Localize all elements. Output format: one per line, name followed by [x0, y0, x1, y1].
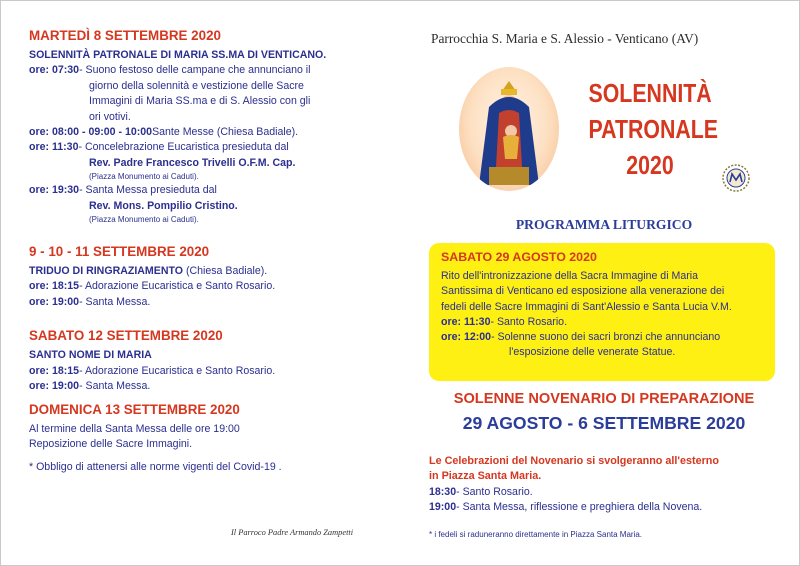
highlight-box [429, 243, 775, 381]
schedule-row [441, 330, 766, 345]
location-note: (Piazza Monumento ai Caduti). [89, 172, 199, 182]
section-title-8-settembre: MARTEDÌ 8 SETTEMBRE 2020 [29, 28, 221, 43]
schedule-row [29, 279, 374, 294]
schedule-text: - Santa Messa. [79, 295, 151, 308]
section-title-triduo: 9 - 10 - 11 SETTEMBRE 2020 [29, 244, 210, 260]
novenario-celebrations [429, 454, 784, 516]
marian-emblem-icon [721, 163, 751, 193]
schedule-text: l'esposizione delle venerate Statue. [509, 346, 676, 359]
box-text: fedeli delle Sacre Immagini di Sant'Alessio e Santa Lucia V.M. [441, 300, 732, 313]
time-label: ore: 08:00 - 09:00 - 10:00 [29, 126, 153, 139]
main-title: SOLENNITÀ PATRONALE 2020 [588, 78, 718, 180]
schedule-row [29, 63, 374, 78]
schedule-row [29, 295, 374, 310]
time-label: 18:30 [429, 485, 457, 498]
schedule-text: Immagini di Maria SS.ma e di S. Alessio con gli [89, 95, 311, 108]
box-text: Santissima di Venticano ed esposizione alla venerazione dei [441, 285, 725, 298]
novenario-title: SOLENNE NOVENARIO DI PREPARAZIONE [453, 391, 755, 407]
schedule-text: - Santa Messa, riflessione e preghiera della Novena. [456, 501, 703, 514]
time-label: ore: 12:00 [441, 331, 492, 344]
gathering-note: * i fedeli si raduneranno direttamente in Piazza Santa Maria. [429, 530, 643, 539]
madonna-image [459, 67, 559, 191]
time-label: ore: 11:30 [441, 315, 491, 328]
schedule-row [29, 140, 374, 155]
celebrant-name: Rev. Padre Francesco Trivelli O.F.M. Cap. [89, 156, 296, 169]
schedule-text: Reposizione delle Sacre Immagini. [29, 437, 193, 450]
left-column [29, 27, 374, 476]
schedule-text: - Adorazione Eucaristica e Santo Rosario. [79, 280, 276, 293]
section-subtitle: SANTO NOME DI MARIA [29, 349, 152, 362]
schedule-row [429, 485, 784, 500]
covid-note: * Obbligo di attenersi alle norme vigenti del Covid-19 . [29, 461, 282, 474]
box-text: Rito dell'intronizzazione della Sacra Immagine di Maria [441, 270, 698, 282]
time-label: ore: 19:00 [29, 380, 80, 393]
time-label: 19:00 [429, 501, 457, 514]
celebrant-name: Rev. Mons. Pompilio Cristino. [89, 199, 238, 212]
time-label: ore: 19:00 [29, 295, 80, 308]
schedule-row [441, 315, 766, 330]
novenario-dates: 29 AGOSTO - 6 SETTEMBRE 2020 [462, 413, 746, 433]
schedule-text: - Santo Rosario. [490, 315, 568, 328]
time-label: ore: 11:30 [29, 141, 79, 154]
schedule-text: - Santo Rosario. [456, 485, 533, 498]
schedule-text: giorno della solennità e vestizione delle Sacre [89, 79, 304, 92]
section-subtitle: SOLENNITÀ PATRONALE DI MARIA SS.MA DI VENTICANO. [29, 49, 327, 61]
signature: Il Parroco Padre Armando Zampetti [231, 528, 354, 537]
time-label: ore: 19:30 [29, 184, 80, 197]
box-title: SABATO 29 AGOSTO 2020 [441, 250, 597, 264]
schedule-text: Sante Messe (Chiesa Badiale). [152, 126, 299, 139]
schedule-row [29, 379, 374, 394]
parish-name: Parrocchia S. Maria e S. Alessio - Venticano (AV) [431, 31, 699, 46]
location-note: (Piazza Monumento ai Caduti). [89, 215, 199, 225]
schedule-text: - Concelebrazione Eucaristica presieduta dal [78, 141, 289, 154]
celebrations-heading: in Piazza Santa Maria. [429, 470, 542, 483]
time-label: ore: 18:15 [29, 280, 80, 293]
right-column [419, 1, 789, 565]
madonna-figure-icon [459, 67, 559, 191]
schedule-text: - Santa Messa. [79, 380, 151, 393]
schedule-row [429, 500, 784, 515]
celebrations-heading: Le Celebrazioni del Novenario si svolgeranno all'esterno [429, 455, 719, 467]
schedule-row [29, 183, 374, 198]
programma-liturgico-heading: PROGRAMMA LITURGICO [515, 217, 693, 232]
schedule-text: - Santa Messa presieduta dal [79, 184, 217, 197]
section-subtitle: TRIDUO DI RINGRAZIAMENTO (Chiesa Badiale). [29, 265, 268, 278]
section-title-13-settembre: DOMENICA 13 SETTEMBRE 2020 [29, 401, 240, 417]
schedule-text: - Adorazione Eucaristica e Santo Rosario. [79, 364, 276, 377]
section-title-12-settembre: SABATO 12 SETTEMBRE 2020 [29, 328, 223, 344]
schedule-text: - Solenne suono dei sacri bronzi che annunciano [491, 331, 721, 344]
schedule-row [29, 364, 374, 379]
time-label: ore: 18:15 [29, 364, 80, 377]
time-label: ore: 07:30 [29, 64, 80, 77]
schedule-text: - Suono festoso delle campane che annunciano il [79, 64, 311, 77]
schedule-row [29, 125, 374, 140]
schedule-text: Al termine della Santa Messa delle ore 19:00 [29, 422, 240, 435]
schedule-text: ori votivi. [89, 110, 131, 123]
